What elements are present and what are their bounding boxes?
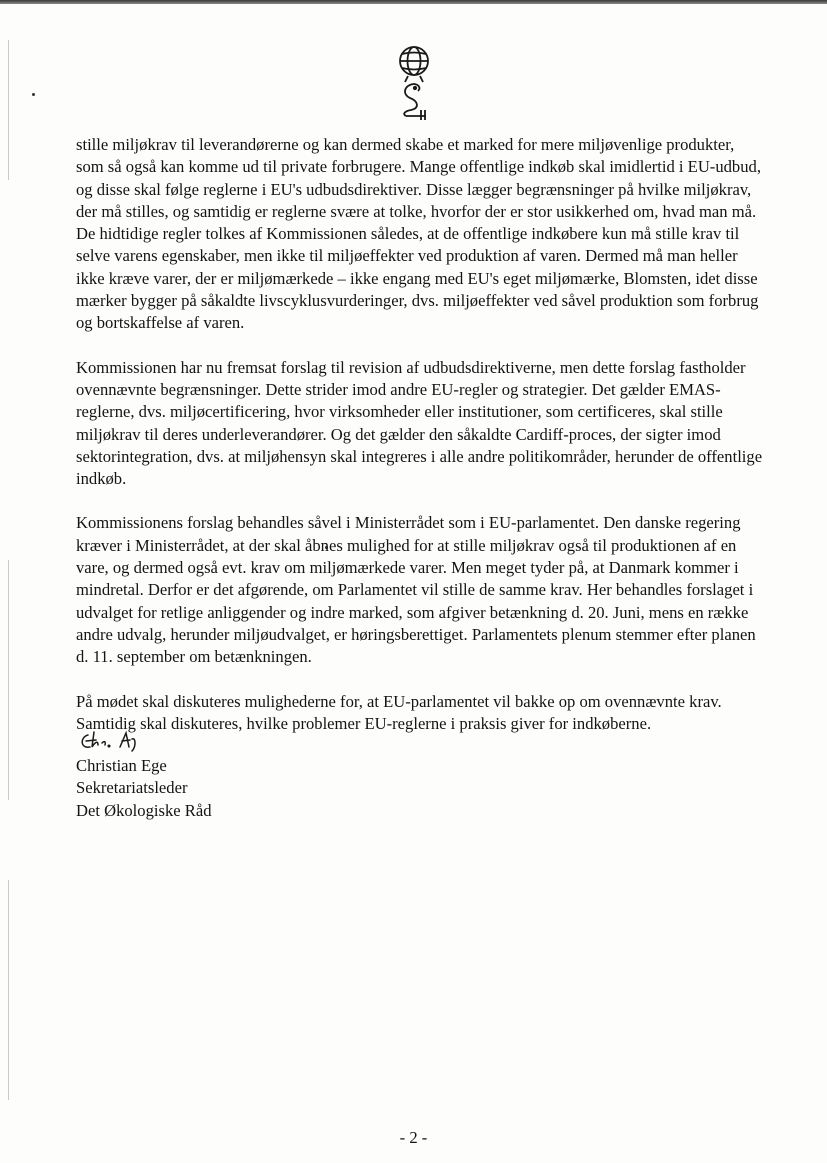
scan-margin-line (8, 40, 9, 180)
letter-body (76, 134, 766, 822)
body-paragraph: stille miljøkrav til leverandørerne og kan dermed skabe et marked for mere miljøvenlige produkter, som så også kan komme ud til private forbrugere. Mange offentlige indkøb skal imidlertid i EU-udbud, og disse skal følge reglerne i EU's udbudsdirektiver. Disse lægger begrænsninger på hvilke miljøkrav, der må stilles, og samtidig er reglerne svære at tolke, hvorfor der er stor usikkerhed om, hvad man må. De hidtidige regler tolkes af Kommissionen således, at de offentlige indkøbere kun må stille krav til selve varens egenskaber, men ikke til miljøeffekter ved produktion af varen. Dermed må man heller ikke kræve varer, der er miljømærkede – ikke engang med EU's eget miljømærke, Blomsten, idet disse mærker bygger på såkaldte livscyklusvurderinger, dvs. miljøeffekter ved såvel produktion som forbrug og bortskaffelse af varen. (76, 135, 761, 333)
scan-margin-line (8, 560, 9, 800)
signatory-organization: Det Økologiske Råd (76, 800, 212, 820)
body-paragraph: Kommissionen har nu fremsat forslag til revision af udbudsdirektiverne, men dette forslag fastholder ovennævnte begrænsninger. Dette strider imod andre EU-regler og strategier. Det gælder EMAS-reglerne, dvs. miljøcertificering, hvor virksomheder eller institutioner, som certificeres, skal stille miljøkrav til deres underleverandører. Og det gælder den såkaldte Cardiff-proces, der sigter imod sektorintegration, dvs. at miljøhensyn skal integreres i alle andre politikområder, herunder de offentlige indkøb. (76, 357, 763, 489)
body-paragraph: På mødet skal diskuteres mulighederne for, at EU-parlamentet vil bakke op om ovennævnte krav. Samtidig skal diskuteres, hvilke problemer EU-reglerne i praksis giver for indkøberne. (76, 691, 722, 733)
page-number: - 2 - (399, 1128, 428, 1147)
signature-block (76, 729, 766, 822)
scan-speck (32, 93, 35, 96)
body-paragraph: Kommissionens forslag behandles såvel i Ministerrådet som i EU-parlamentet. Den danske regering kræver i Ministerrådet, at der skal åbnes mulighed for at stille miljøkrav også til produktionen af en vare, og dermed også evt. krav om miljømærkede varer. Men meget tyder på, at Danmark kommer i mindretal. Derfor er det afgørende, om Parlamentet vil stille de samme krav. Her behandles forslaget i udvalget for retlige anliggender og indre marked, som afgiver betænkning d. 20. Juni, mens en række andre udvalg, herunder miljøudvalget, er høringsberettiget. Parlamentets plenum stemmer efter planen d. 11. september om betænkningen. (76, 513, 756, 667)
globe-figure-logo-icon (388, 44, 440, 122)
scan-top-edge (0, 0, 827, 4)
signatory-name: Christian Ege (76, 756, 167, 776)
scan-margin-line (8, 880, 9, 1100)
signatory-title: Sekretariatsleder (76, 778, 188, 798)
